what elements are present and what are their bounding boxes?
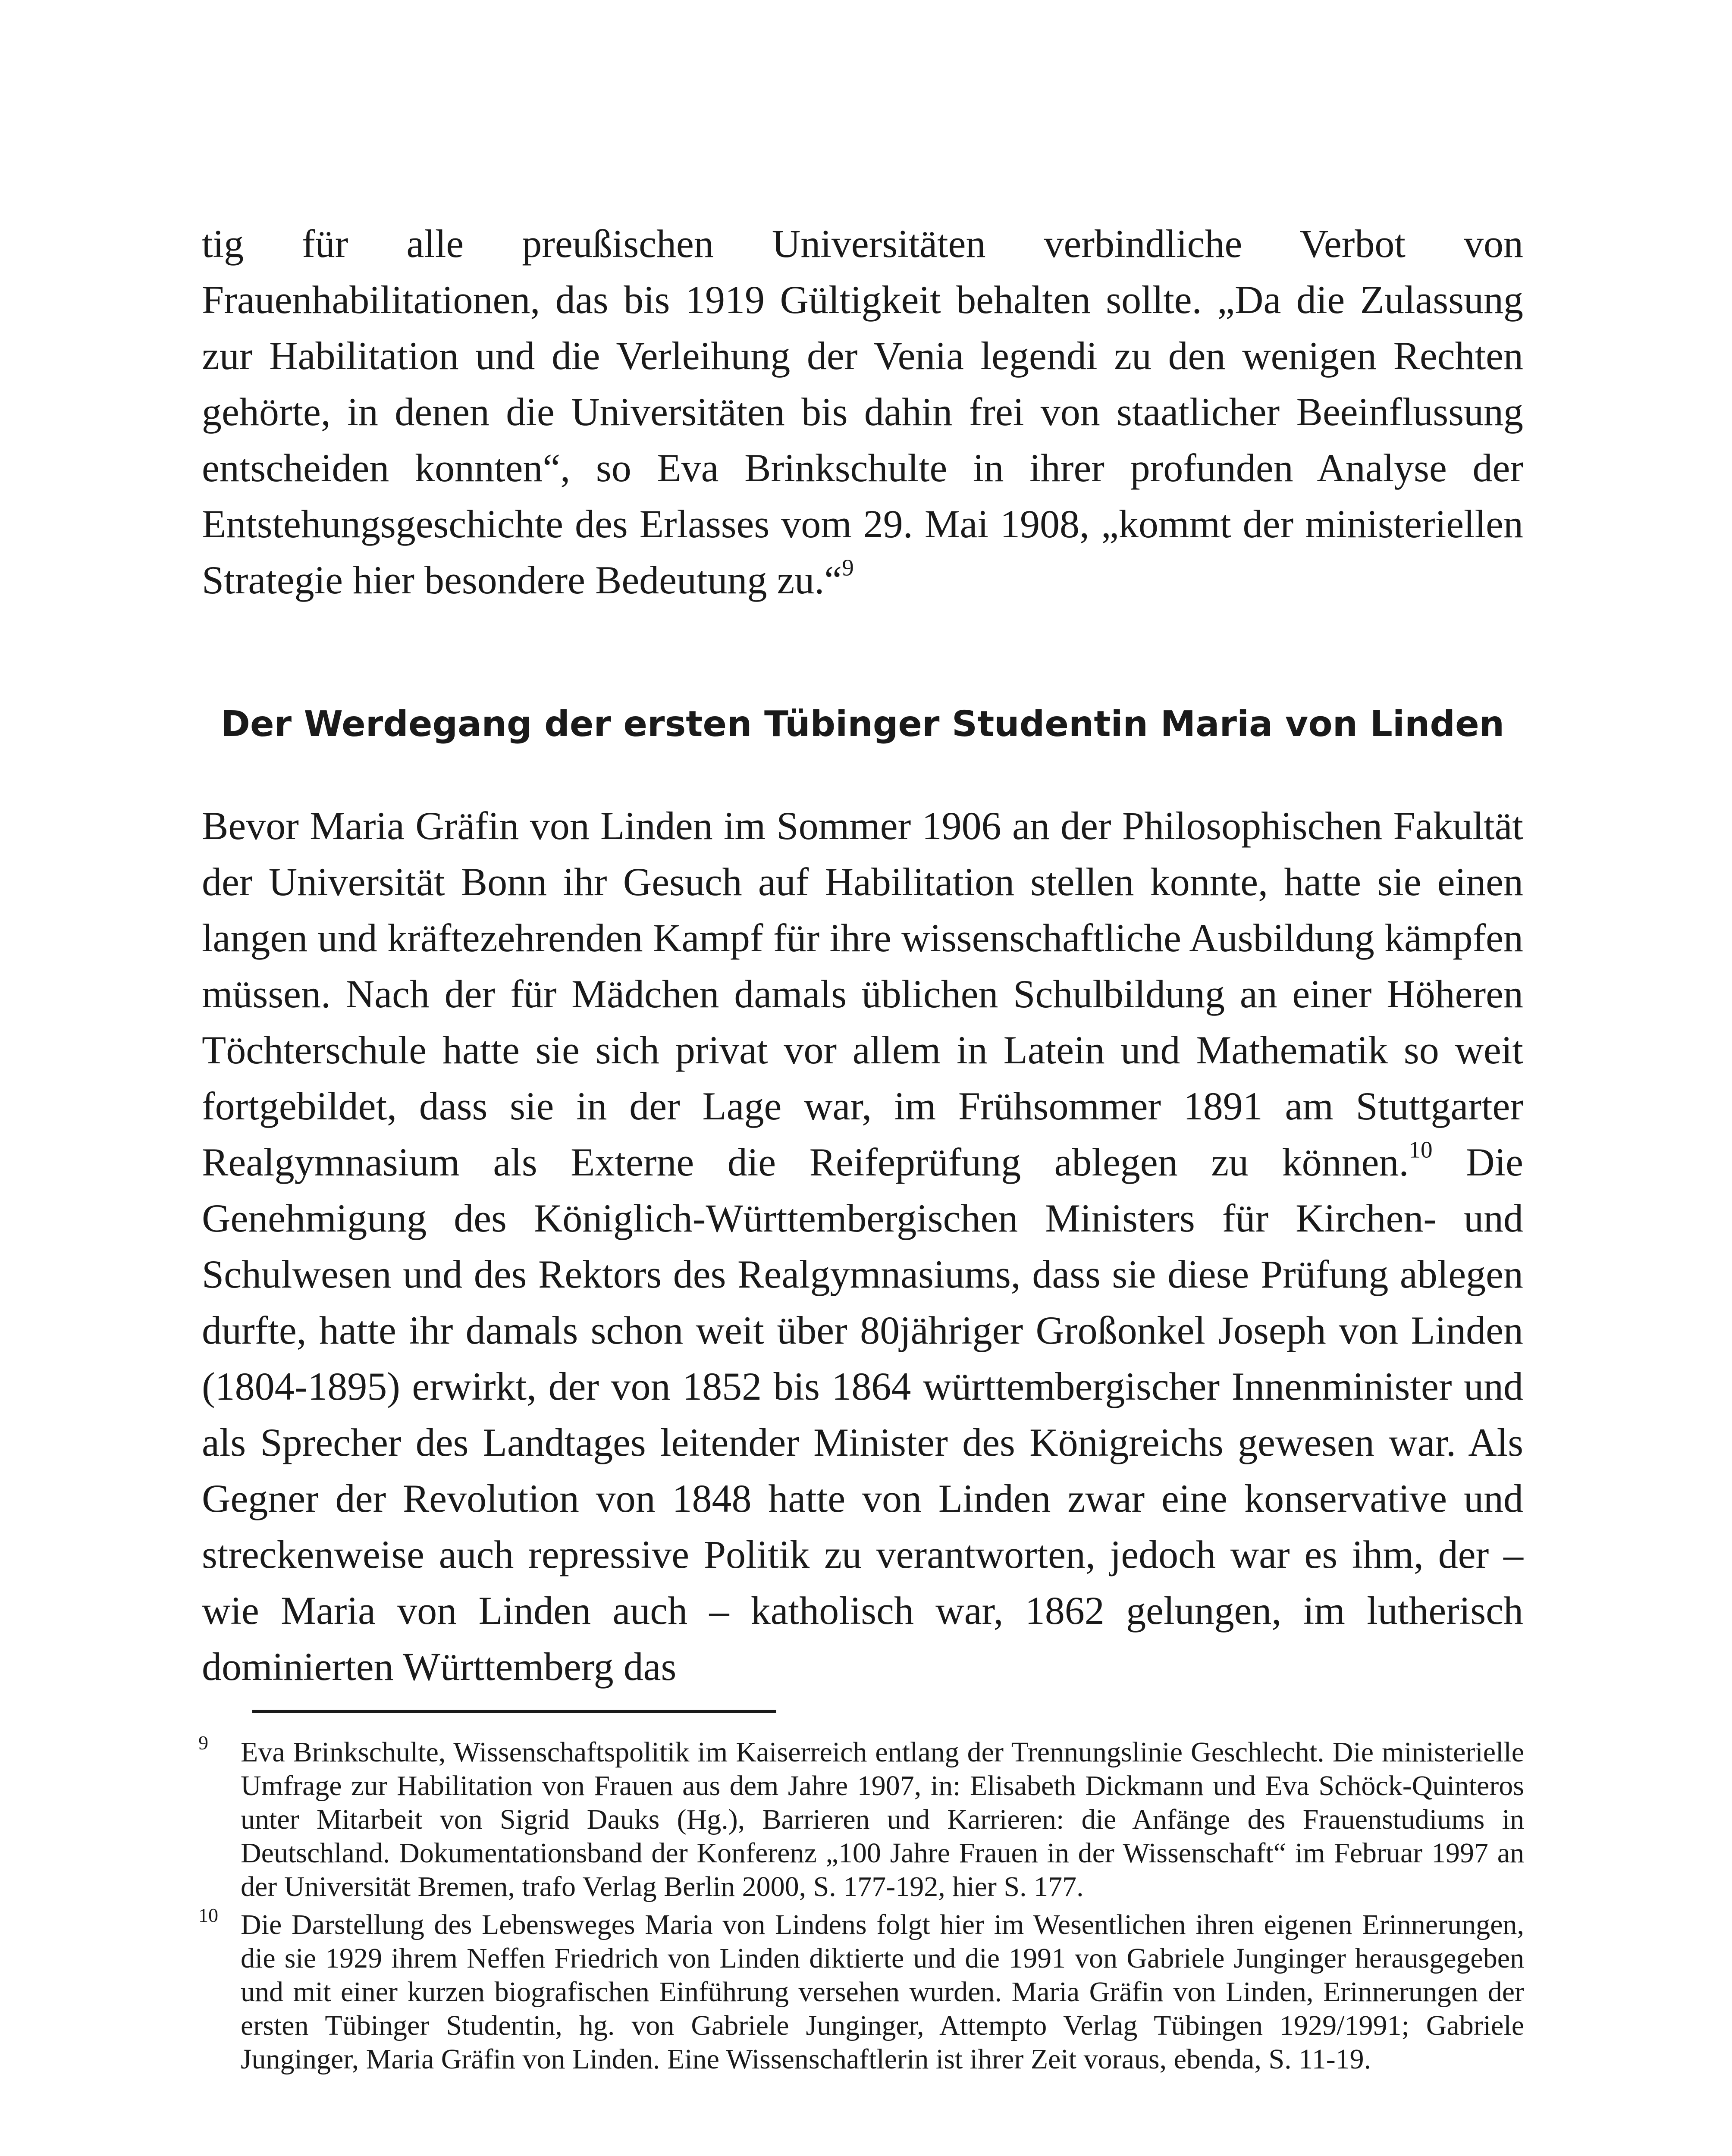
- paragraph-2-text-a: Bevor Maria Gräfin von Linden im Sommer 1906 an der Philosophischen Fakultät der Universität Bonn ihr Gesuch auf Habilitation stellen konnte, hatte sie einen langen und kräftezehrenden Kampf für ihre wissenschaftliche Ausbildung kämpfen müssen. Nach der für Mädchen damals üblichen Schulbildung an einer Höheren Töchterschule hatte sie sich privat vor allem in Latein und Mathematik so weit fortgebildet, dass sie in der Lage war, im Frühsommer 1891 am Stuttgarter Realgymnasium als Externe die Reifeprüfung ablegen zu können.: [202, 804, 1523, 1184]
- footnote-number: 10: [198, 1904, 218, 1926]
- footnote-ref-9[interactable]: 9: [842, 554, 854, 581]
- body-paragraph-2: [202, 798, 1523, 1695]
- footnote-text: Die Darstellung des Lebensweges Maria von Lindens folgt hier im Wesentlichen ihren eigenen Erinnerungen, die sie 1929 ihrem Neffen Friedrich von Linden diktierte und die 1991 von Gabriele Junginger herausgegeben und mit einer kurzen biografischen Einführung versehen wurden. Maria Gräfin von Linden, Erinnerungen der ersten Tübinger Studentin, hg. von Gabriele Junginger, Attempto Verlag Tübingen 1929/1991; Gabriele Junginger, Maria Gräfin von Linden. Eine Wissenschaftlerin ist ihrer Zeit voraus, ebenda, S. 11-19.: [241, 1909, 1524, 2075]
- body-paragraph-1: [202, 216, 1523, 608]
- footnote-9: [198, 1732, 1524, 1904]
- paragraph-1-text: tig für alle preußischen Universitäten verbindliche Verbot von Frauenhabilitationen, das bis 1919 Gültigkeit behalten sollte. „Da die Zulassung zur Habilitation und die Verleihung der Venia legendi zu den wenigen Rechten gehörte, in denen die Universitäten bis dahin frei von staatlicher Beeinflussung entscheiden konnten“, so Eva Brinkschulte in ihrer profunden Analyse der Entstehungsgeschichte des Erlasses vom 29. Mai 1908, „kommt der ministeriellen Strategie hier besondere Bedeutung zu.“: [202, 222, 1523, 602]
- footnote-ref-10[interactable]: 10: [1409, 1136, 1433, 1163]
- footnote-number: 9: [198, 1732, 208, 1754]
- footnote-text: Eva Brinkschulte, Wissenschaftspolitik im Kaiserreich entlang der Trennungslinie Geschlecht. Die ministerielle Umfrage zur Habilitation von Frauen aus dem Jahre 1907, in: Elisabeth Dickmann und Eva Schöck-Quinteros unter Mitarbeit von Sigrid Dauks (Hg.), Barrieren und Karrieren: die Anfänge des Frauenstudiums in Deutschland. Dokumentationsband der Konferenz „100 Jahre Frauen in der Wissenschaft“ im Februar 1997 an der Universität Bremen, trafo Verlag Berlin 2000, S. 177-192, hier S. 177.: [241, 1736, 1524, 1902]
- footnote-10: [198, 1904, 1524, 2076]
- footnote-separator: [252, 1710, 776, 1713]
- section-heading: Der Werdegang der ersten Tübinger Studentin Maria von Linden: [220, 704, 1505, 745]
- footnotes: [198, 1732, 1524, 2081]
- paragraph-2-text-b: Die Genehmigung des Königlich-Württembergischen Ministers für Kirchen- und Schulwesen und des Rektors des Realgymnasiums, dass sie diese Prüfung ablegen durfte, hatte ihr damals schon weit über 80jähriger Großonkel Joseph von Linden (1804-1895) erwirkt, der von 1852 bis 1864 württembergischer Innenminister und als Sprecher des Landtages leitender Minister des Königreichs gewesen war. Als Gegner der Revolution von 1848 hatte von Linden zwar eine konservative und streckenweise auch repressive Politik zu verantworten, jedoch war es ihm, der – wie Maria von Linden auch – katholisch war, 1862 gelungen, im lutherisch dominierten Württemberg das: [202, 1140, 1523, 1689]
